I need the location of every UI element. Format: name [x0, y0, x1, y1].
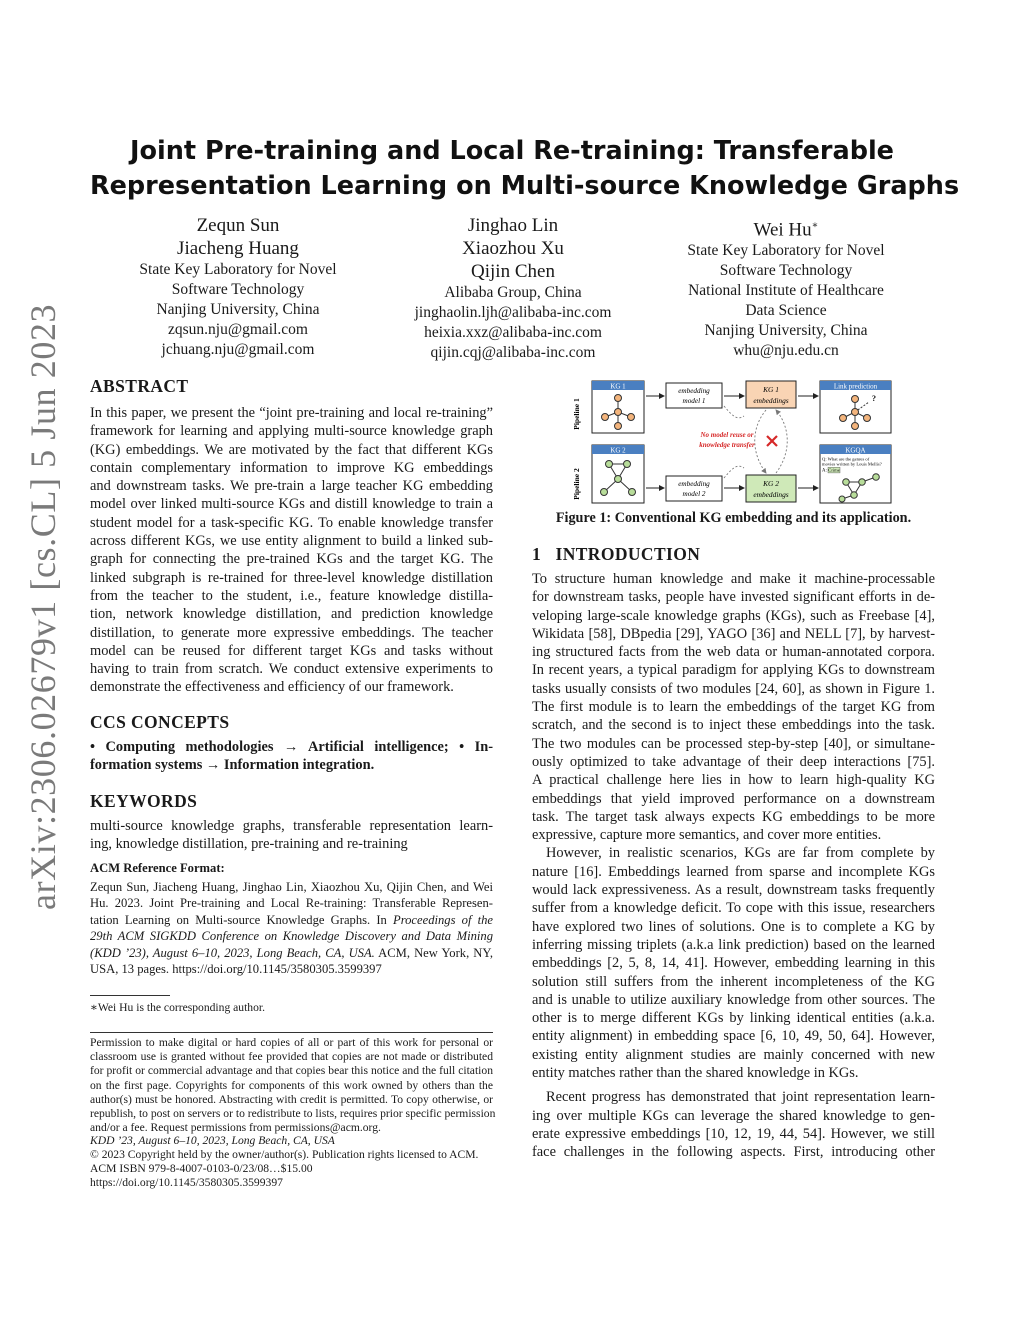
- dashed-arrow: [724, 406, 744, 418]
- intro-line: ing structured facts from the web data or human-annotated corpora.: [532, 644, 935, 661]
- intro-line: ously optimized to take advantage of their deep interactions [75].: [532, 753, 935, 770]
- intro-line: In recent years, a typical paradigm for applying KGs to downstream: [532, 662, 935, 679]
- author-email: jchuang.nju@gmail.com: [161, 341, 315, 358]
- question-mark: ?: [872, 394, 876, 403]
- abstract-line: model over linked multi-source KGs and distill knowledge to train a: [90, 496, 493, 513]
- title-line: Representation Learning on Multi-source Knowledge Graphs: [90, 171, 960, 201]
- arxiv-stamp: arXiv:2306.02679v1 [cs.CL] 5 Jun 2023: [23, 303, 63, 910]
- intro-line: solution still suffers from the inherent incompleteness of the KG: [532, 973, 935, 990]
- intro-line: ing over multiple KGs can leverage the shared knowledge to gen-: [532, 1107, 935, 1124]
- author-email: heixia.xxz@alibaba-inc.com: [424, 324, 602, 341]
- section-number: 1: [532, 544, 542, 564]
- abstract-line: student model for a task-specific KG. To enable knowledge transfer: [90, 514, 493, 531]
- no-reuse-label-1: No model reuse or: [700, 431, 754, 439]
- intro-line: face challenges in the following aspects. First, introducing other: [532, 1144, 935, 1161]
- intro-line: tasks usually consists of two modules [24, 60], as shown in Figure 1.: [532, 680, 935, 697]
- ccs-heading: CCS CONCEPTS: [90, 712, 230, 732]
- link-prediction-label: Link prediction: [833, 382, 878, 391]
- intro-line: entity alignment) in embedding space [6, 10, 49, 50, 64]. However,: [532, 1028, 935, 1045]
- embedding-model-1: [666, 383, 722, 408]
- permission-line: classroom use is granted without fee provided that copies are not made or distributed: [90, 1050, 493, 1064]
- acm-ref-line: [90, 912, 493, 928]
- intro-line: task. The target task always expects KG embeddings to be more: [532, 808, 935, 825]
- affiliation-line: National Institute of Healthcare: [688, 282, 884, 300]
- kgqa-label: KGQA: [845, 446, 866, 455]
- intro-line: The two modules can be processed step-by-step [40], or simultane-: [532, 735, 935, 752]
- abstract-line: framework for learning and applying multi-source knowledge graph: [90, 423, 493, 440]
- kg1-embeddings-box: [746, 381, 796, 408]
- intro-line: embeddings that yield improved performance on a downstream: [532, 790, 935, 807]
- permission-line: author(s) must be honored. Abstracting with credit is permitted. To copy otherwise, or: [90, 1092, 493, 1106]
- kgqa-question-2: movies written by Louis Mellis?: [822, 461, 882, 467]
- affiliation-line: Software Technology: [171, 281, 305, 298]
- author-email: whu@nju.edu.cn: [733, 342, 839, 360]
- permission-rule: [90, 1032, 493, 1033]
- link-prediction-box: [820, 381, 891, 433]
- no-reuse-label-2: knowledge transfer: [699, 441, 755, 449]
- acm-ref-text: tation Learning on Multi-source Knowledge Graphs. In: [90, 912, 393, 927]
- dashed-arrow: [776, 410, 787, 473]
- figure-caption: Figure 1: Conventional KG embedding and its application.: [555, 510, 912, 526]
- intro-line: for downstream tasks, people have invested significant efforts in de-: [532, 589, 935, 606]
- ccs-body: [90, 738, 493, 775]
- kg1-label: KG 1: [610, 382, 626, 391]
- keywords-line: multi-source knowledge graphs, transferable representation learn-: [90, 818, 493, 834]
- intro-line: would lack expressiveness. As a result, downstream tasks frequently: [532, 882, 935, 899]
- kg1-box: [592, 381, 644, 433]
- author-name-text: Wei Hu: [753, 219, 812, 241]
- author-name: Jinghao Lin: [467, 215, 559, 236]
- author-block-1: [110, 214, 366, 360]
- intro-line: and is unable to utilize auxiliary knowledge from other sources. The: [532, 991, 935, 1008]
- intro-heading: [532, 544, 935, 565]
- acm-ref-line: Zequn Sun, Jiacheng Huang, Jinghao Lin, Xiaozhou Xu, Qijin Chen, and Wei: [90, 880, 493, 894]
- intro-line: nature [16]. Embeddings learned from sparse and incomplete KGs: [532, 863, 935, 880]
- intro-line: expressive, capture more semantics, and cover more entities.: [532, 827, 882, 844]
- intro-line: embeddings [2, 5, 8, 14, 41]. However, embedding learning in this: [532, 955, 935, 972]
- permission-line: Permission to make digital or hard copies of all or part of this work for personal or: [90, 1036, 493, 1049]
- acm-ref-body: [90, 879, 493, 977]
- pipeline-2-label: Pipeline 2: [572, 468, 581, 500]
- venue-line: KDD ’23, August 6–10, 2023, Long Beach, CA, USA: [90, 1134, 335, 1147]
- intro-line: Wikidata [58], DBpedia [29], YAGO [36] and NELL [7], by harvest-: [532, 625, 935, 642]
- intro-line: have explored two lines of solutions. One is to complete a KG by: [532, 918, 935, 935]
- doi-line: https://doi.org/10.1145/3580305.3599397: [90, 1176, 283, 1189]
- dashed-arrow: [724, 466, 744, 478]
- paper-title: [90, 134, 960, 204]
- affiliation-line: Software Technology: [719, 262, 853, 280]
- intro-paragraph: [532, 1088, 935, 1161]
- intro-line: suffer from a knowledge deficit. To cope with this issue, researchers: [532, 900, 935, 917]
- affiliation-line: Data Science: [745, 302, 827, 320]
- abstract-line: demonstrate the effectiveness and efficiency of our framework.: [90, 679, 454, 696]
- kgqa-question-1: Q: What are the genres of: [822, 456, 870, 462]
- abstract-line: tion, network knowledge distillation, and prediction knowledge: [90, 606, 493, 623]
- kg1-emb-label-a: KG 1: [763, 385, 779, 394]
- abstract-line: from the teacher to the student, i.e., feature knowledge distilla-: [90, 587, 493, 604]
- keywords-heading: KEYWORDS: [90, 791, 198, 811]
- kg2-emb-label-b: embeddings: [753, 490, 789, 499]
- acm-ref-proceedings: 29th ACM SIGKDD Conference on Knowledge Discovery and Data Mining: [90, 929, 493, 944]
- abstract-line: distillation, to generate more expressive embeddings. The teacher: [90, 624, 493, 641]
- intro-line: To structure human knowledge and make it machine-processable: [532, 571, 935, 587]
- permission-line: on the first page. Copyrights for components of this work owned by others than the: [90, 1078, 493, 1092]
- footnote: ∗Wei Hu is the corresponding author.: [90, 1001, 266, 1014]
- keywords-body: [90, 817, 493, 854]
- abstract-line: contain complementary information to improve KG embeddings: [90, 459, 493, 476]
- pipeline-1-label: Pipeline 1: [572, 398, 581, 430]
- author-name: Xiaozhou Xu: [462, 238, 564, 259]
- affiliation-line: State Key Laboratory for Novel: [139, 261, 337, 278]
- model-1-label-b: model 1: [682, 397, 706, 405]
- affiliation-line: Nanjing University, China: [156, 301, 320, 318]
- cross-icon: [767, 436, 777, 446]
- section-title: INTRODUCTION: [555, 544, 701, 564]
- acm-ref-text: ACM, New York, NY,: [374, 945, 493, 960]
- footnote-mark: ∗: [811, 220, 819, 231]
- embedding-model-2: [666, 476, 722, 501]
- intro-line: erate expressive embeddings [10, 12, 19, 44, 54]. However, we still: [532, 1125, 935, 1142]
- author-name: [658, 214, 914, 241]
- abstract-line: graph for connecting the pre-trained KGs and the target KG. The: [90, 551, 493, 568]
- intro-paragraph: [532, 844, 935, 1082]
- acm-ref-line: [90, 945, 493, 961]
- intro-line: other is to merge different KGs by linking identical entities (a.k.a.: [532, 1010, 935, 1027]
- intro-line: existing entity alignment studies are mainly concerned with new: [532, 1046, 935, 1063]
- model-2-label-a: embedding: [678, 480, 710, 488]
- acm-ref-line: Hu. 2023. Joint Pre-training and Local Re-training: Transferable Represen-: [90, 896, 493, 911]
- permission-line: for profit or commercial advantage and that copies bear this notice and the full citation: [90, 1064, 493, 1078]
- ccs-line: formation systems → Information integration.: [90, 757, 375, 774]
- intro-line: inferring missing triplets (a.k.a link prediction) based on the learned: [532, 936, 935, 953]
- author-email: qijin.cqj@alibaba-inc.com: [430, 344, 596, 361]
- intro-body: [532, 570, 935, 1162]
- isbn-line: ACM ISBN 979-8-4007-0103-0/23/08…$15.00: [90, 1162, 313, 1175]
- keywords-line: ing, knowledge distillation, pre-training and re-training: [90, 836, 408, 853]
- abstract-line: model can be reused for different target KGs and tasks without: [90, 642, 493, 659]
- author-block-3: [658, 214, 914, 361]
- abstract-line: and downstream tasks. We pre-train a large teacher KG embedding: [90, 478, 493, 495]
- permission-line: and/or a fee. Request permissions from permissions@acm.org.: [90, 1121, 381, 1135]
- dashed-arrow: [755, 410, 766, 473]
- author-name: Jiacheng Huang: [177, 238, 299, 259]
- kg2-embeddings-box: [746, 475, 796, 502]
- author-email: jinghaolin.ljh@alibaba-inc.com: [414, 304, 612, 321]
- affiliation-line: Nanjing University, China: [704, 322, 868, 340]
- copyright-line: © 2023 Copyright held by the owner/author(s). Publication rights licensed to ACM.: [90, 1148, 479, 1161]
- abstract-body: [90, 404, 493, 697]
- author-email: zqsun.nju@gmail.com: [168, 321, 308, 338]
- acm-ref-proceedings: Proceedings of the: [393, 912, 493, 927]
- model-2-label-b: model 2: [682, 490, 706, 498]
- intro-line: The first module is to learn the embeddings of the target KG from: [532, 699, 935, 716]
- abstract-line: having to train from scratch. We conduct extensive experiments to: [90, 661, 493, 678]
- figure-1: [566, 378, 906, 506]
- affiliation-line: State Key Laboratory for Novel: [687, 242, 885, 260]
- affiliation-line: Alibaba Group, China: [444, 284, 582, 301]
- intro-line: entity matches rather than the shared knowledge in KGs.: [532, 1065, 859, 1082]
- author-name: Qijin Chen: [471, 261, 555, 282]
- kg2-box: [592, 445, 644, 503]
- kgqa-answer-label: A:: [822, 468, 827, 474]
- intro-line: Recent progress has demonstrated that joint representation learn-: [546, 1089, 935, 1106]
- abstract-line: In this paper, we present the “joint pre-training and local re-training”: [90, 405, 493, 421]
- acm-ref-heading: ACM Reference Format:: [90, 861, 225, 875]
- kgqa-answer: Crime: [828, 467, 840, 473]
- kg2-label: KG 2: [610, 446, 626, 455]
- footnote-rule: [90, 995, 170, 996]
- permission-line: republish, to post on servers or to redistribute to lists, requires prior specific permission: [90, 1107, 496, 1121]
- intro-line: However, in realistic scenarios, KGs are far from complete by: [546, 845, 935, 862]
- acm-ref-proceedings: (KDD ’23), August 6–10, 2023, Long Beach, CA, USA.: [90, 945, 375, 960]
- kg1-emb-label-b: embeddings: [753, 396, 789, 405]
- abstract-heading: ABSTRACT: [90, 376, 189, 396]
- intro-line: A practical challenge here lies in how to learn high-quality KG: [532, 772, 935, 789]
- ccs-line: • Computing methodologies → Artificial intelligence; • In-: [90, 739, 493, 755]
- acm-ref-line: [90, 928, 493, 944]
- abstract-line: linked subgraph is re-trained for three-level knowledge distillation: [90, 569, 493, 586]
- acm-ref-line: USA, 13 pages. https://doi.org/10.1145/3580305.3599397: [90, 962, 382, 977]
- intro-line: scratch, and the second is to inject these embeddings into the task.: [532, 717, 935, 734]
- kgqa-box: [820, 445, 891, 503]
- intro-paragraph: [532, 570, 935, 844]
- intro-line: veloping large-scale knowledge graphs (KGs), such as Freebase [4],: [532, 607, 935, 624]
- model-1-label-a: embedding: [678, 387, 710, 395]
- abstract-line: (KG) embeddings. We are motivated by the fact that different KGs: [90, 441, 493, 458]
- author-block-2: [385, 214, 641, 363]
- kg2-emb-label-a: KG 2: [763, 479, 779, 488]
- permission-block: [90, 1036, 496, 1135]
- title-line: Joint Pre-training and Local Re-training: Transferable: [130, 136, 894, 166]
- author-name: Zequn Sun: [196, 215, 280, 236]
- abstract-line: across different KGs, we use entity alignment to build a linked sub-: [90, 533, 493, 550]
